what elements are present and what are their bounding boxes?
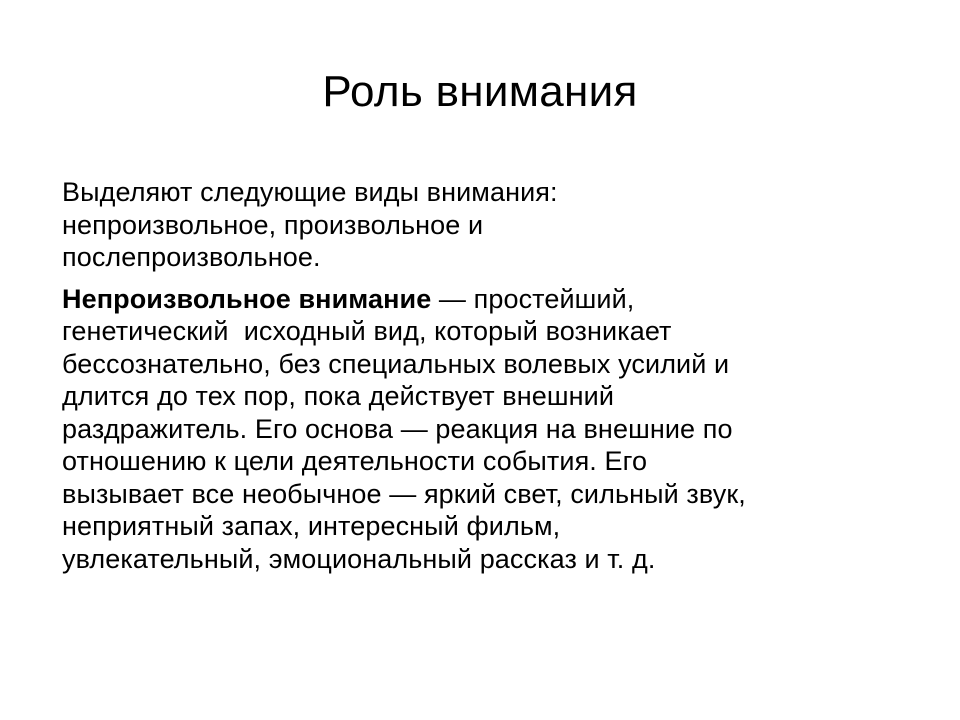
- text-line: отношению к цели деятельности события. Его: [62, 446, 648, 476]
- text-line: — простейший,: [431, 283, 635, 314]
- paragraph-involuntary-attention: [62, 283, 912, 576]
- paragraph-types-of-attention: [62, 176, 912, 274]
- text-line: Выделяют следующие виды внимания:: [62, 177, 558, 207]
- slide-body: [62, 176, 912, 575]
- text-line: непроизвольное, произвольное и: [62, 209, 484, 240]
- text-line: раздражитель. Его основа — реакция на внешние по: [62, 413, 733, 444]
- text-line: длится до тех пор, пока действует внешний: [62, 381, 615, 411]
- slide-title: Роль внимания: [322, 67, 638, 116]
- bold-term: Непроизвольное внимание: [62, 283, 432, 314]
- text-line: генетический исходный вид, который возникает: [62, 316, 672, 346]
- text-line: послепроизвольное.: [62, 242, 321, 272]
- text-line: бессознательно, без специальных волевых усилий и: [62, 348, 730, 379]
- text-line: увлекательный, эмоциональный рассказ и т. д.: [62, 543, 656, 574]
- text-line: вызывает все необычное — яркий свет, сильный звук,: [62, 478, 746, 509]
- text-line: неприятный запах, интересный фильм,: [62, 511, 561, 541]
